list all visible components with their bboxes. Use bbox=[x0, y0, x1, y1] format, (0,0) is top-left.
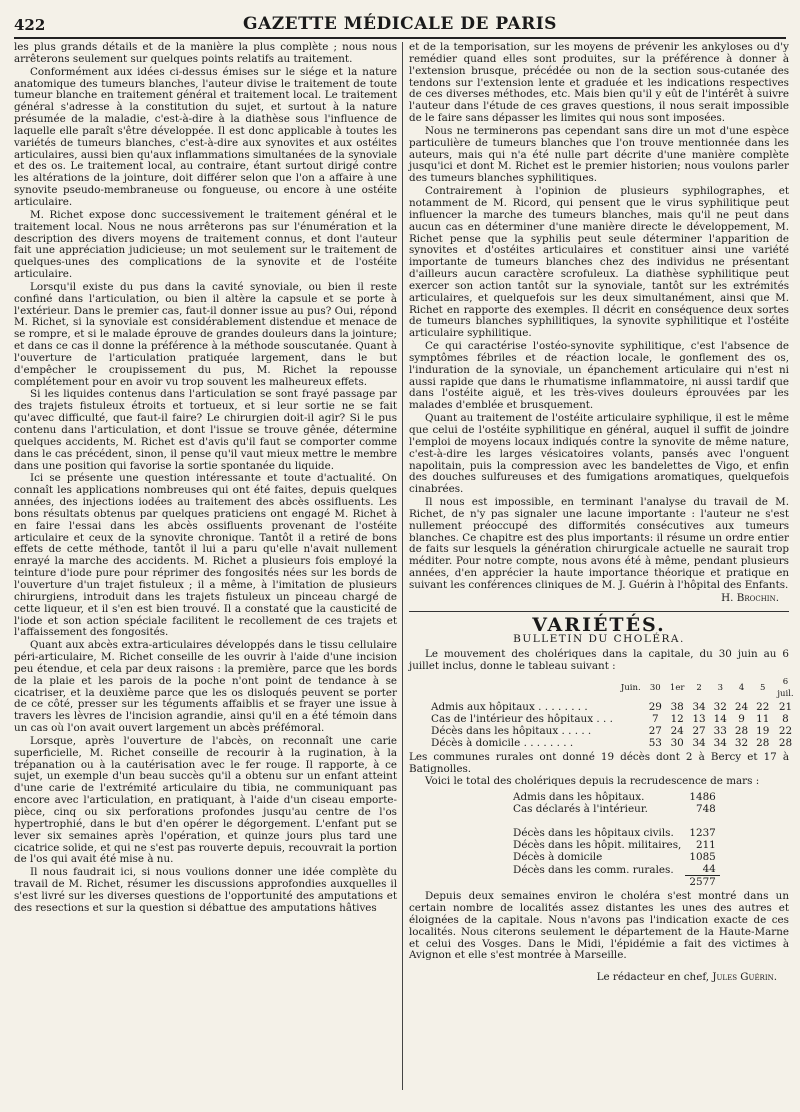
recap-label: Décès dans les hôpitaux civils. bbox=[513, 827, 674, 840]
recap-total-row bbox=[509, 876, 720, 889]
paragraph: M. Richet expose donc successivement le traitement général et le traitement local. Nous ne nous arrêterons pas sur l'énumération et la description des divers moyens de traitement connus, et dont l'auteur fait une appréciation judicieuse; un mot seulement sur le traitement de quelques-unes des complications de la synovite et de l'ostéite articulaire. bbox=[14, 208, 397, 281]
table-cell: 22 bbox=[756, 700, 770, 713]
row-label: Cas de l'intérieur des hôpitaux . . . bbox=[431, 712, 613, 725]
table-cell: 9 bbox=[738, 712, 745, 725]
table-row bbox=[427, 713, 798, 725]
recap-value: 1085 bbox=[689, 851, 716, 864]
table-cell: 24 bbox=[670, 724, 684, 737]
table-cell: 27 bbox=[692, 724, 706, 737]
recap-row bbox=[509, 803, 720, 815]
section-subtitle: BULLETIN DU CHOLÉRA. bbox=[513, 632, 685, 645]
right-column bbox=[409, 41, 794, 1090]
paragraph: Quant aux abcès extra-articulaires développés dans le tissu cellulaire péri-articulaire, M. Richet conseille de les ouvrir à l'aide d'une incision peu étendue, et cela par deux raisons : la première, parce que les bords de la plaie et les parois de la poche n'ont point de tendance à se cicatriser, et la deuxième parce que les os disloqués peuvent se porter de ce côté, presser sur les téguments affaiblis et se frayer une issue à travers les lèvres de l'incision agrandie, ainsi qu'il en a été témoin dans un cas où l'on avait ouvert largement un abcès préfémoral. bbox=[14, 639, 397, 735]
table-header-cell: 3 bbox=[717, 682, 723, 693]
table-cell: 53 bbox=[648, 736, 662, 749]
table-cell: 34 bbox=[692, 700, 706, 713]
paragraph: Contrairement à l'opinion de plusieurs syphilographes, et notamment de M. Ricord, qui pensent que le virus syphilitique peut influencer la marche des tumeurs blanches, mais qu'il ne peut dans aucun cas en déterminer d'une manière directe le développement, M. Richet pense que la syphilis peut seule déterminer l'apparition de synovites et d'ostéites articulaires et constituer ainsi une variété importante de tumeurs blanches chez des individus ne présentant d'ailleurs aucun caractère scrofuleux. La diathèse syphilitique peut exercer son action tantôt sur la synoviale, tantôt sur les extrémités articulaires, et quelquefois sur les deux simultanément, ainsi que M. Richet en rapporte des exemples. Il décrit en conséquence deux sortes de tumeurs blanches syphilitiques, la synovite syphilitique et l'ostéite articulaire syphilitique. bbox=[409, 185, 789, 340]
table-cell: 11 bbox=[756, 712, 770, 725]
paragraph: Quant au traitement de l'ostéite articulaire syphilique, il est le même que celui de l'ostéite syphilitique en général, auquel il suffit de joindre l'emploi de moyens locaux indiqués contre la synovite de même nature, c'est-à-dire les larges vésicatoires volants, pansés avec l'onguent napolitain, puis la compression avec les bandelettes de Vigo, et enfin des douches sulfureuses et des fumigations aromatiques, quelquefois cinabrées. bbox=[409, 412, 789, 496]
editor-prefix: Le rédacteur en chef, bbox=[596, 971, 710, 984]
paragraph: Ce qui caractérise l'ostéo-synovite syphilitique, c'est l'absence de symptômes fébriles et de réaction locale, le gonflement des os, l'induration de la synoviale, un épanchement articulaire qui n'est ni aussi rapide que dans le rhumatisme inflammatoire, ni aussi tardif que dans l'ostéite aiguë, et les très-vives douleurs éprouvées par les malades d'emblée et brusquement. bbox=[409, 340, 789, 412]
recap-value: 748 bbox=[695, 803, 716, 816]
paragraph: Si les liquides contenus dans l'articulation se sont frayé passage par des trajets fistuleux étroits et tortueux, et si leur sortie ne se fait qu'avec difficulté, que faut-il faire? Le chirurgien doit-il agir? Si le pus contenu dans l'articulation, et dont l'issue se trouve gênée, détermine quelques accidents, M. Richet est d'avis qu'il faut se comporter comme dans le cas précédent, sinon, il pense qu'il vaut mieux mettre le membre dans une position qui favorise la sortie spontanée du liquide. bbox=[14, 388, 397, 472]
section-title: VARIÉTÉS. bbox=[532, 613, 666, 636]
table-cell: 33 bbox=[713, 724, 727, 737]
page-number: 422 bbox=[14, 16, 46, 34]
table-header-cell: 1er bbox=[669, 682, 685, 693]
table-header-cell: 30 bbox=[649, 682, 661, 693]
table-cell: 28 bbox=[756, 736, 770, 749]
table-cell: 28 bbox=[778, 736, 793, 749]
editor-name: Jules Guérin. bbox=[712, 971, 777, 984]
table-cell: 34 bbox=[713, 736, 727, 749]
table-cell: 27 bbox=[648, 724, 662, 737]
recap-row bbox=[509, 815, 720, 827]
recap-value bbox=[685, 815, 719, 827]
table-cell: 30 bbox=[670, 736, 684, 749]
paragraph: Nous ne terminerons pas cependant sans dire un mot d'une espèce particulière de tumeurs blanches que l'on trouve mentionnée dans les auteurs, mais qui n'a été nulle part décrite d'une manière complète jusqu'ici et dont M. Richet est le premier historien; nous voulons parler des tumeurs blanches syphilitiques. bbox=[409, 124, 789, 185]
left-column bbox=[14, 42, 397, 1090]
recap-label: Cas déclarés à l'intérieur. bbox=[513, 803, 648, 816]
paragraph: Lorsqu'il existe du pus dans la cavité synoviale, ou bien il reste confiné dans l'articulation, ou bien il altère la capsule et se porte à l'extérieur. Dans le premier cas, faut-il donner issue au pus? Oui, répond M. Richet, si la synoviale est considérablement distendue et menace de se rompre, et si le malade éprouve de grandes douleurs dans la jointure; et dans ce cas il donne la préférence à la méthode souscutanée. Quant à l'ouverture de l'articulation pratiquée largement, dans le but d'empêcher le croupissement du pus, M. Richet la repousse complétement pour en avoir vu trop souvent les malheureux effets. bbox=[14, 280, 397, 388]
recap-total: 2577 bbox=[685, 876, 719, 889]
table-cell: 8 bbox=[782, 712, 789, 725]
recap-value: 1237 bbox=[689, 827, 716, 840]
section-separator bbox=[409, 611, 789, 612]
table-cell: 28 bbox=[734, 724, 749, 737]
table-cell: 7 bbox=[651, 712, 659, 725]
closing-paragraph: Depuis deux semaines environ le choléra s'est montré dans un certain nombre de localités assez distantes les unes des autres et éloignées de la capitale. Nous n'avons pas l'indication exacte de ces localités. Nous citerons seulement le département de la Haute-Marne et celui des Vosges. Dans le Midi, l'épidémie a fait des victimes à Avignon et elle s'est montrée à Marseille. bbox=[409, 890, 789, 962]
recap-value: 211 bbox=[695, 839, 716, 852]
row-label: Décès dans les hôpitaux . . . . . bbox=[431, 724, 592, 737]
row-label: Admis aux hôpitaux . . . . . . . . bbox=[431, 700, 588, 713]
table-cell: 14 bbox=[713, 712, 727, 725]
table-row bbox=[427, 701, 798, 713]
paragraph: les plus grands détails et de la manière la plus complète ; nous nous arrêterons seulement sur quelques points relatifs au traitement. bbox=[14, 41, 397, 65]
row-label: Décès à domicile . . . . . . . . bbox=[431, 736, 574, 749]
table-header-cell: Juin. bbox=[620, 682, 641, 693]
recap-label: Décès dans les comm. rurales. bbox=[513, 863, 674, 876]
column-divider bbox=[402, 42, 403, 1090]
recap-row bbox=[509, 827, 720, 839]
recap-row bbox=[509, 839, 720, 851]
recap-row bbox=[509, 863, 720, 876]
table-cell: 32 bbox=[734, 736, 749, 749]
recap-table bbox=[509, 791, 720, 888]
recap-label: Admis dans les hôpitaux. bbox=[513, 791, 645, 804]
editor-line bbox=[409, 972, 777, 984]
table-cell: 22 bbox=[778, 724, 793, 737]
recap-value: 44 bbox=[702, 863, 716, 876]
recap-label: Décès dans les hôpit. militaires, bbox=[513, 839, 682, 852]
table-cell bbox=[617, 701, 645, 713]
table-cell: 32 bbox=[713, 700, 727, 713]
bulletin-intro: Le mouvement des cholériques dans la capitale, du 30 juin au 6 juillet inclus, donne le tableau suivant : bbox=[409, 648, 789, 673]
recap-row bbox=[509, 791, 720, 803]
journal-title: GAZETTE MÉDICALE DE PARIS bbox=[243, 14, 557, 34]
paragraph: Conformément aux idées ci-dessus émises sur le siége et la nature anatomique des tumeurs blanches, l'auteur divise le traitement de toute tumeur blanche en traitement général et traitement local. Le traitement général s'adresse à la constitution du sujet, et surtout à la nature présumée de la maladie, c'est-à-dire à la diathèse sous l'influence de laquelle elle paraît s'être développée. Il est donc applicable à toutes les variétés de tumeurs blanches, c'est-à-dire aux synovites et aux ostéites articulaires, aussi bien qu'aux inflammations simultanées de la synoviale et des os. Le traitement local, au contraire, étant surtout dirigé contre les altérations de la jointure, doit différer selon que l'on a affaire à une synovite pseudo-membraneuse ou fongueuse, ou encore à une ostéite articulaire. bbox=[14, 65, 397, 208]
table-header-cell bbox=[427, 677, 617, 701]
paragraph: Il nous faudrait ici, si nous voulions donner une idée complète du travail de M. Richet, résumer les discussions approfondies auxquelles il s'est livré sur les diverses questions de l'opportunité des amputations et des resections et sur la question si débattue des amputations hâtives bbox=[14, 866, 397, 914]
table-cell: 21 bbox=[778, 700, 793, 713]
recap-label bbox=[509, 815, 685, 827]
cholera-table bbox=[427, 677, 798, 749]
page-header bbox=[14, 6, 786, 39]
table-header-cell: 5 bbox=[760, 682, 766, 693]
table-row bbox=[427, 737, 798, 749]
table-cell: 12 bbox=[670, 712, 684, 725]
table-cell bbox=[617, 713, 645, 725]
table-cell: 29 bbox=[648, 700, 662, 713]
table-cell: 19 bbox=[756, 724, 770, 737]
paragraph: Lorsque, après l'ouverture de l'abcès, on reconnaît une carie superficielle, M. Richet conseille de recourir à la rugination, à la trépanation ou à la cautérisation avec le fer rouge. Il rapporte, à ce sujet, un exemple d'un beau succès qu'il a obtenu sur un enfant atteint d'une carie de l'extrémité articulaire du tibia, ne communiquant pas encore avec l'articulation, en pratiquant, à l'aide d'un ciseau emporte-pièce, cinq ou six perforations profondes jusqu'au centre de l'os hypertrophié, dans le but d'en opérer le dégorgement. L'enfant put se lever six semaines après l'opération, et quinze jours plus tard une cicatrice solide, et qui ne s'est pas rouverte depuis, recouvrait la portion de l'os qui avait été mise à nu. bbox=[14, 734, 397, 866]
table-cell: 13 bbox=[692, 712, 706, 725]
paragraph: et de la temporisation, sur les moyens de prévenir les ankyloses ou d'y remédier quand elles sont produites, sur la préférence à donner à l'extension brusque, précédée ou non de la section sous-cutanée des tendons sur l'extension lente et graduée et les indications respectives de ces diverses méthodes, etc. Mais bien qu'il y eût de l'intérêt à suivre l'auteur dans l'étude de ces graves questions, il nous serait impossible de le faire sans dépasser les limites qui nous sont imposées. bbox=[409, 41, 789, 125]
table-cell: 34 bbox=[692, 736, 706, 749]
recap-intro: Voici le total des cholériques depuis la recrudescence de mars : bbox=[425, 775, 760, 788]
table-header-cell: 4 bbox=[738, 682, 745, 693]
table-row bbox=[427, 725, 798, 737]
table-cell: 24 bbox=[734, 700, 749, 713]
table-header-cell: 2 bbox=[696, 682, 702, 693]
recap-row bbox=[509, 851, 720, 863]
author-signature: H. Brochin. bbox=[721, 591, 779, 604]
recap-label: Décès à domicile bbox=[513, 851, 603, 864]
rural-communes-text: Les communes rurales ont donné 19 décès dont 2 à Bercy et 17 à Batignolles. bbox=[409, 750, 789, 775]
table-cell bbox=[617, 737, 645, 749]
paragraph: Il nous est impossible, en terminant l'analyse du travail de M. Richet, de n'y pas signaler une lacune importante : l'auteur ne s'est nullement préoccupé des difformités consécutives aux tumeurs blanches. Ce chapitre est des plus importants: il résume un ordre entier de faits sur lesquels la génération chirurgicale actuelle ne saurait trop méditer. Pour notre compte, nous avons été à même, pendant plusieurs années, d'en apprécier la haute importance théorique et pratique en suivant les conférences cliniques de M. J. Guérin à l'hôpital des Enfants. bbox=[409, 496, 789, 591]
table-cell bbox=[617, 725, 645, 737]
paragraph: Ici se présente une question intéressante et toute d'actualité. On connaît les applications nombreuses qui ont été faites, depuis quelques années, des injections iodées au traitement des abcès ossifluents. Les bons résultats obtenus par quelques praticiens ont engagé M. Richet à en faire l'essai dans les abcès ossifluents provenant de l'ostéite articulaire et ceux de la synovite chronique. Tantôt il a retiré de bons effets de cette méthode, tantôt il lui a paru qu'elle n'avait nullement enrayé la marche des accidents. M. Richet a plusieurs fois employé la teinture d'iode pure pour réprimer des fongosités nées sur les bords de l'ouverture d'un trajet fistuleux ; il a même, à l'imitation de plusieurs chirurgiens, introduit dans les trajets fistuleux un pinceau chargé de cette liqueur, et il s'en est bien trouvé. Il a constaté que la causticité de l'iode et son action spéciale facilitent le recollement de ces trajets et l'affaissement des fongosités. bbox=[14, 472, 397, 639]
recap-value: 1486 bbox=[689, 791, 716, 804]
table-cell: 38 bbox=[670, 700, 684, 713]
table-header-cell: 6 juil. bbox=[777, 677, 794, 699]
